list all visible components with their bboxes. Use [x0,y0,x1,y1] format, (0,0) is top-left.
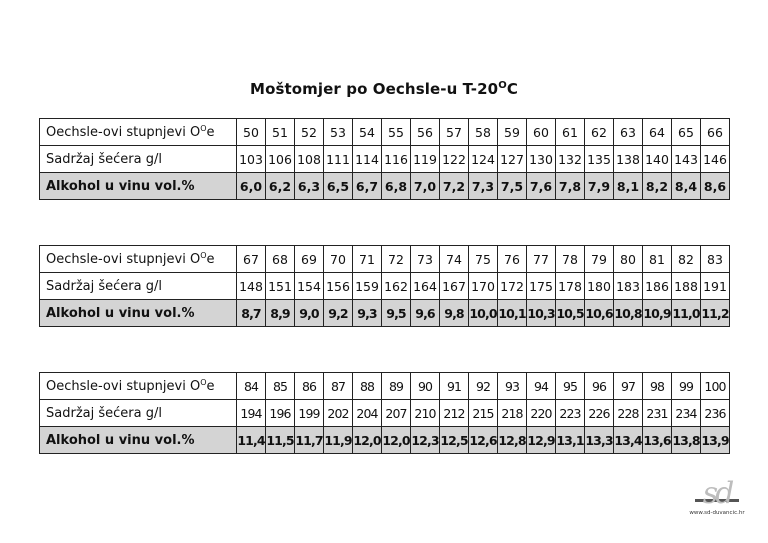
oechsle-row [40,119,730,146]
oechsle-cell: 79 [585,246,614,273]
alcohol-cell: 7,9 [585,173,614,200]
sugar-cell: 175 [527,273,556,300]
sugar-cell: 202 [324,400,353,427]
alcohol-cell: 11,2 [701,300,730,327]
page-title: Moštomjer po Oechsle-u $T-20^OC$ [250,80,518,98]
oechsle-cell: 78 [556,246,585,273]
sugar-cell: 151 [266,273,295,300]
sugar-cell: 119 [411,146,440,173]
sugar-row-label: Sadržaj šećera g/l [40,146,237,173]
oechsle-row-label: Oechsle-ovi stupnjevi $O^Oe$ [40,119,237,146]
oechsle-cell: 59 [498,119,527,146]
alcohol-row-label: Alkohol u vinu vol.% [40,173,237,200]
oechsle-cell: 92 [469,373,498,400]
sugar-cell: 215 [469,400,498,427]
sugar-cell: 135 [585,146,614,173]
alcohol-cell: 7,5 [498,173,527,200]
sugar-cell: 138 [614,146,643,173]
sugar-cell: 191 [701,273,730,300]
sugar-cell: 223 [556,400,585,427]
oechsle-cell: 54 [353,119,382,146]
oechsle-cell: 55 [382,119,411,146]
sugar-cell: 180 [585,273,614,300]
sugar-cell: 122 [440,146,469,173]
alcohol-cell: 7,2 [440,173,469,200]
alcohol-cell: 6,5 [324,173,353,200]
oechsle-cell: 94 [527,373,556,400]
oechsle-row-label: Oechsle-ovi stupnjevi $O^Oe$ [40,246,237,273]
sugar-cell: 124 [469,146,498,173]
oechsle-cell: 71 [353,246,382,273]
alcohol-cell: 13,8 [672,427,701,454]
alcohol-cell: 12,3 [411,427,440,454]
oechsle-cell: 80 [614,246,643,273]
sugar-cell: 162 [382,273,411,300]
alcohol-cell: 7,3 [469,173,498,200]
oechsle-cell: 68 [266,246,295,273]
alcohol-cell: 12,6 [469,427,498,454]
sugar-cell: 204 [353,400,382,427]
sugar-cell: 108 [295,146,324,173]
sugar-cell: 148 [237,273,266,300]
oechsle-cell: 65 [672,119,701,146]
oechsle-cell: 83 [701,246,730,273]
oechsle-cell: 70 [324,246,353,273]
alcohol-cell: 13,1 [556,427,585,454]
alcohol-cell: 6,3 [295,173,324,200]
sugar-cell: 116 [382,146,411,173]
oechsle-cell: 100 [701,373,730,400]
oechsle-cell: 58 [469,119,498,146]
alcohol-cell: 8,9 [266,300,295,327]
sugar-cell: 164 [411,273,440,300]
alcohol-cell: 12,5 [440,427,469,454]
oechsle-cell: 89 [382,373,411,400]
oechsle-cell: 75 [469,246,498,273]
must-table-3 [39,372,730,454]
alcohol-cell: 6,0 [237,173,266,200]
sugar-cell: 218 [498,400,527,427]
sugar-cell: 210 [411,400,440,427]
sugar-cell: 234 [672,400,701,427]
sugar-cell: 156 [324,273,353,300]
oechsle-cell: 72 [382,246,411,273]
alcohol-cell: 13,3 [585,427,614,454]
sugar-cell: 143 [672,146,701,173]
oechsle-cell: 98 [643,373,672,400]
sugar-cell: 103 [237,146,266,173]
sugar-row [40,273,730,300]
brand-logo [686,476,748,516]
alcohol-cell: 9,8 [440,300,469,327]
sugar-cell: 212 [440,400,469,427]
oechsle-cell: 82 [672,246,701,273]
alcohol-cell: 7,6 [527,173,556,200]
oechsle-cell: 86 [295,373,324,400]
oechsle-cell: 69 [295,246,324,273]
sugar-cell: 226 [585,400,614,427]
alcohol-cell: 9,2 [324,300,353,327]
sugar-cell: 127 [498,146,527,173]
oechsle-cell: 62 [585,119,614,146]
alcohol-cell: 6,7 [353,173,382,200]
sugar-row-label: Sadržaj šećera g/l [40,400,237,427]
alcohol-cell: 13,4 [614,427,643,454]
oechsle-row [40,246,730,273]
oechsle-cell: 88 [353,373,382,400]
sugar-cell: 172 [498,273,527,300]
alcohol-cell: 9,0 [295,300,324,327]
sugar-cell: 167 [440,273,469,300]
oechsle-cell: 52 [295,119,324,146]
oechsle-cell: 96 [585,373,614,400]
alcohol-cell: 9,3 [353,300,382,327]
oechsle-cell: 73 [411,246,440,273]
oechsle-cell: 50 [237,119,266,146]
sugar-cell: 199 [295,400,324,427]
logo-url: www.sd-duvancic.hr [689,510,745,516]
alcohol-row [40,173,730,200]
oechsle-cell: 51 [266,119,295,146]
sugar-cell: 111 [324,146,353,173]
oechsle-cell: 90 [411,373,440,400]
alcohol-cell: 10,3 [527,300,556,327]
sugar-cell: 236 [701,400,730,427]
alcohol-row-label: Alkohol u vinu vol.% [40,427,237,454]
oechsle-cell: 87 [324,373,353,400]
oechsle-cell: 84 [237,373,266,400]
alcohol-cell: 13,6 [643,427,672,454]
sugar-cell: 170 [469,273,498,300]
sugar-row [40,146,730,173]
alcohol-row-label: Alkohol u vinu vol.% [40,300,237,327]
oechsle-cell: 66 [701,119,730,146]
sugar-cell: 130 [527,146,556,173]
alcohol-cell: 10,9 [643,300,672,327]
sugar-cell: 188 [672,273,701,300]
sugar-cell: 228 [614,400,643,427]
sugar-cell: 114 [353,146,382,173]
alcohol-cell: 12,0 [382,427,411,454]
alcohol-cell: 10,5 [556,300,585,327]
alcohol-cell: 9,5 [382,300,411,327]
sugar-row-label: Sadržaj šećera g/l [40,273,237,300]
sugar-cell: 220 [527,400,556,427]
alcohol-cell: 11,4 [237,427,266,454]
alcohol-cell: 8,6 [701,173,730,200]
oechsle-cell: 99 [672,373,701,400]
oechsle-cell: 74 [440,246,469,273]
oechsle-cell: 64 [643,119,672,146]
alcohol-cell: 12,8 [498,427,527,454]
oechsle-cell: 95 [556,373,585,400]
alcohol-cell: 12,0 [353,427,382,454]
oechsle-row-label: Oechsle-ovi stupnjevi $O^Oe$ [40,373,237,400]
oechsle-cell: 81 [643,246,672,273]
sugar-cell: 146 [701,146,730,173]
alcohol-cell: 11,5 [266,427,295,454]
must-table-2 [39,245,730,327]
alcohol-cell: 10,6 [585,300,614,327]
sugar-cell: 140 [643,146,672,173]
sugar-cell: 194 [237,400,266,427]
sugar-cell: 196 [266,400,295,427]
alcohol-cell: 10,0 [469,300,498,327]
oechsle-cell: 85 [266,373,295,400]
oechsle-cell: 67 [237,246,266,273]
alcohol-cell: 10,1 [498,300,527,327]
logo-mark: sd [702,476,732,511]
sugar-cell: 106 [266,146,295,173]
oechsle-cell: 93 [498,373,527,400]
oechsle-cell: 97 [614,373,643,400]
oechsle-cell: 53 [324,119,353,146]
alcohol-cell: 12,9 [527,427,556,454]
oechsle-cell: 61 [556,119,585,146]
oechsle-cell: 63 [614,119,643,146]
alcohol-row [40,300,730,327]
sugar-cell: 154 [295,273,324,300]
oechsle-cell: 91 [440,373,469,400]
alcohol-cell: 10,8 [614,300,643,327]
alcohol-cell: 6,8 [382,173,411,200]
oechsle-cell: 77 [527,246,556,273]
sugar-cell: 231 [643,400,672,427]
alcohol-cell: 7,0 [411,173,440,200]
oechsle-cell: 57 [440,119,469,146]
sugar-cell: 186 [643,273,672,300]
alcohol-cell: 11,9 [324,427,353,454]
sugar-row [40,400,730,427]
sugar-cell: 178 [556,273,585,300]
oechsle-cell: 60 [527,119,556,146]
must-table-1 [39,118,730,200]
alcohol-cell: 8,1 [614,173,643,200]
alcohol-cell: 13,9 [701,427,730,454]
alcohol-cell: 8,2 [643,173,672,200]
oechsle-cell: 56 [411,119,440,146]
oechsle-row [40,373,730,400]
sugar-cell: 183 [614,273,643,300]
oechsle-cell: 76 [498,246,527,273]
sugar-cell: 207 [382,400,411,427]
alcohol-cell: 11,7 [295,427,324,454]
alcohol-cell: 7,8 [556,173,585,200]
alcohol-cell: 11,0 [672,300,701,327]
alcohol-row [40,427,730,454]
alcohol-cell: 9,6 [411,300,440,327]
alcohol-cell: 8,7 [237,300,266,327]
alcohol-cell: 8,4 [672,173,701,200]
alcohol-cell: 6,2 [266,173,295,200]
sugar-cell: 132 [556,146,585,173]
sugar-cell: 159 [353,273,382,300]
